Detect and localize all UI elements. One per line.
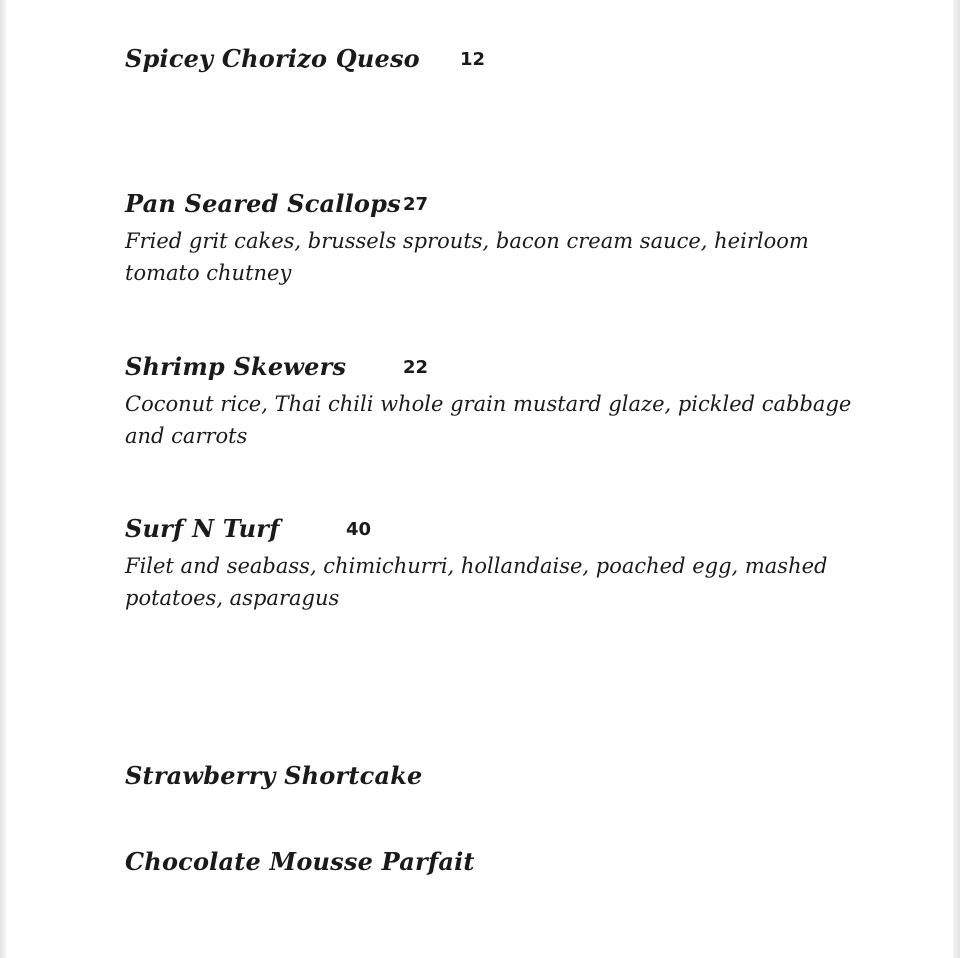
menu-item-chocolate-mousse-parfait bbox=[125, 845, 885, 879]
menu-item-name: Surf N Turf bbox=[125, 514, 280, 543]
menu-item-header bbox=[125, 350, 885, 384]
menu-item-header bbox=[125, 512, 885, 546]
menu-item-name: Chocolate Mousse Parfait bbox=[125, 847, 475, 876]
menu-item-header bbox=[125, 845, 885, 879]
menu-item-shrimp-skewers bbox=[125, 350, 885, 452]
menu-item-header bbox=[125, 187, 885, 221]
menu-item-pan-seared-scallops bbox=[125, 187, 885, 289]
menu-item-strawberry-shortcake bbox=[125, 759, 885, 793]
menu-item-name: Strawberry Shortcake bbox=[125, 761, 423, 790]
menu-item-header bbox=[125, 42, 885, 76]
menu-item-price: 22 bbox=[403, 357, 429, 378]
menu-item-name: Spicey Chorizo Queso bbox=[125, 44, 420, 73]
menu-item-header bbox=[125, 759, 885, 793]
menu-item-name: Pan Seared Scallops bbox=[125, 189, 401, 218]
menu-item-description: Filet and seabass, chimichurri, hollandaise, poached egg, mashed potatoes, asparagus bbox=[125, 554, 828, 610]
page-edge-right bbox=[953, 0, 960, 958]
menu-item-name: Shrimp Skewers bbox=[125, 352, 347, 381]
menu-item-description: Fried grit cakes, brussels sprouts, bacon cream sauce, heirloom tomato chutney bbox=[125, 229, 809, 285]
menu-item-price: 40 bbox=[346, 519, 372, 540]
menu-page bbox=[6, 0, 953, 958]
menu-item-price: 12 bbox=[460, 49, 486, 70]
menu-item-description: Coconut rice, Thai chili whole grain mustard glaze, pickled cabbage and carrots bbox=[125, 392, 852, 448]
menu-item-price: 27 bbox=[403, 194, 429, 215]
menu-item-surf-n-turf bbox=[125, 512, 885, 614]
menu-item-chorizo-queso bbox=[125, 42, 885, 76]
